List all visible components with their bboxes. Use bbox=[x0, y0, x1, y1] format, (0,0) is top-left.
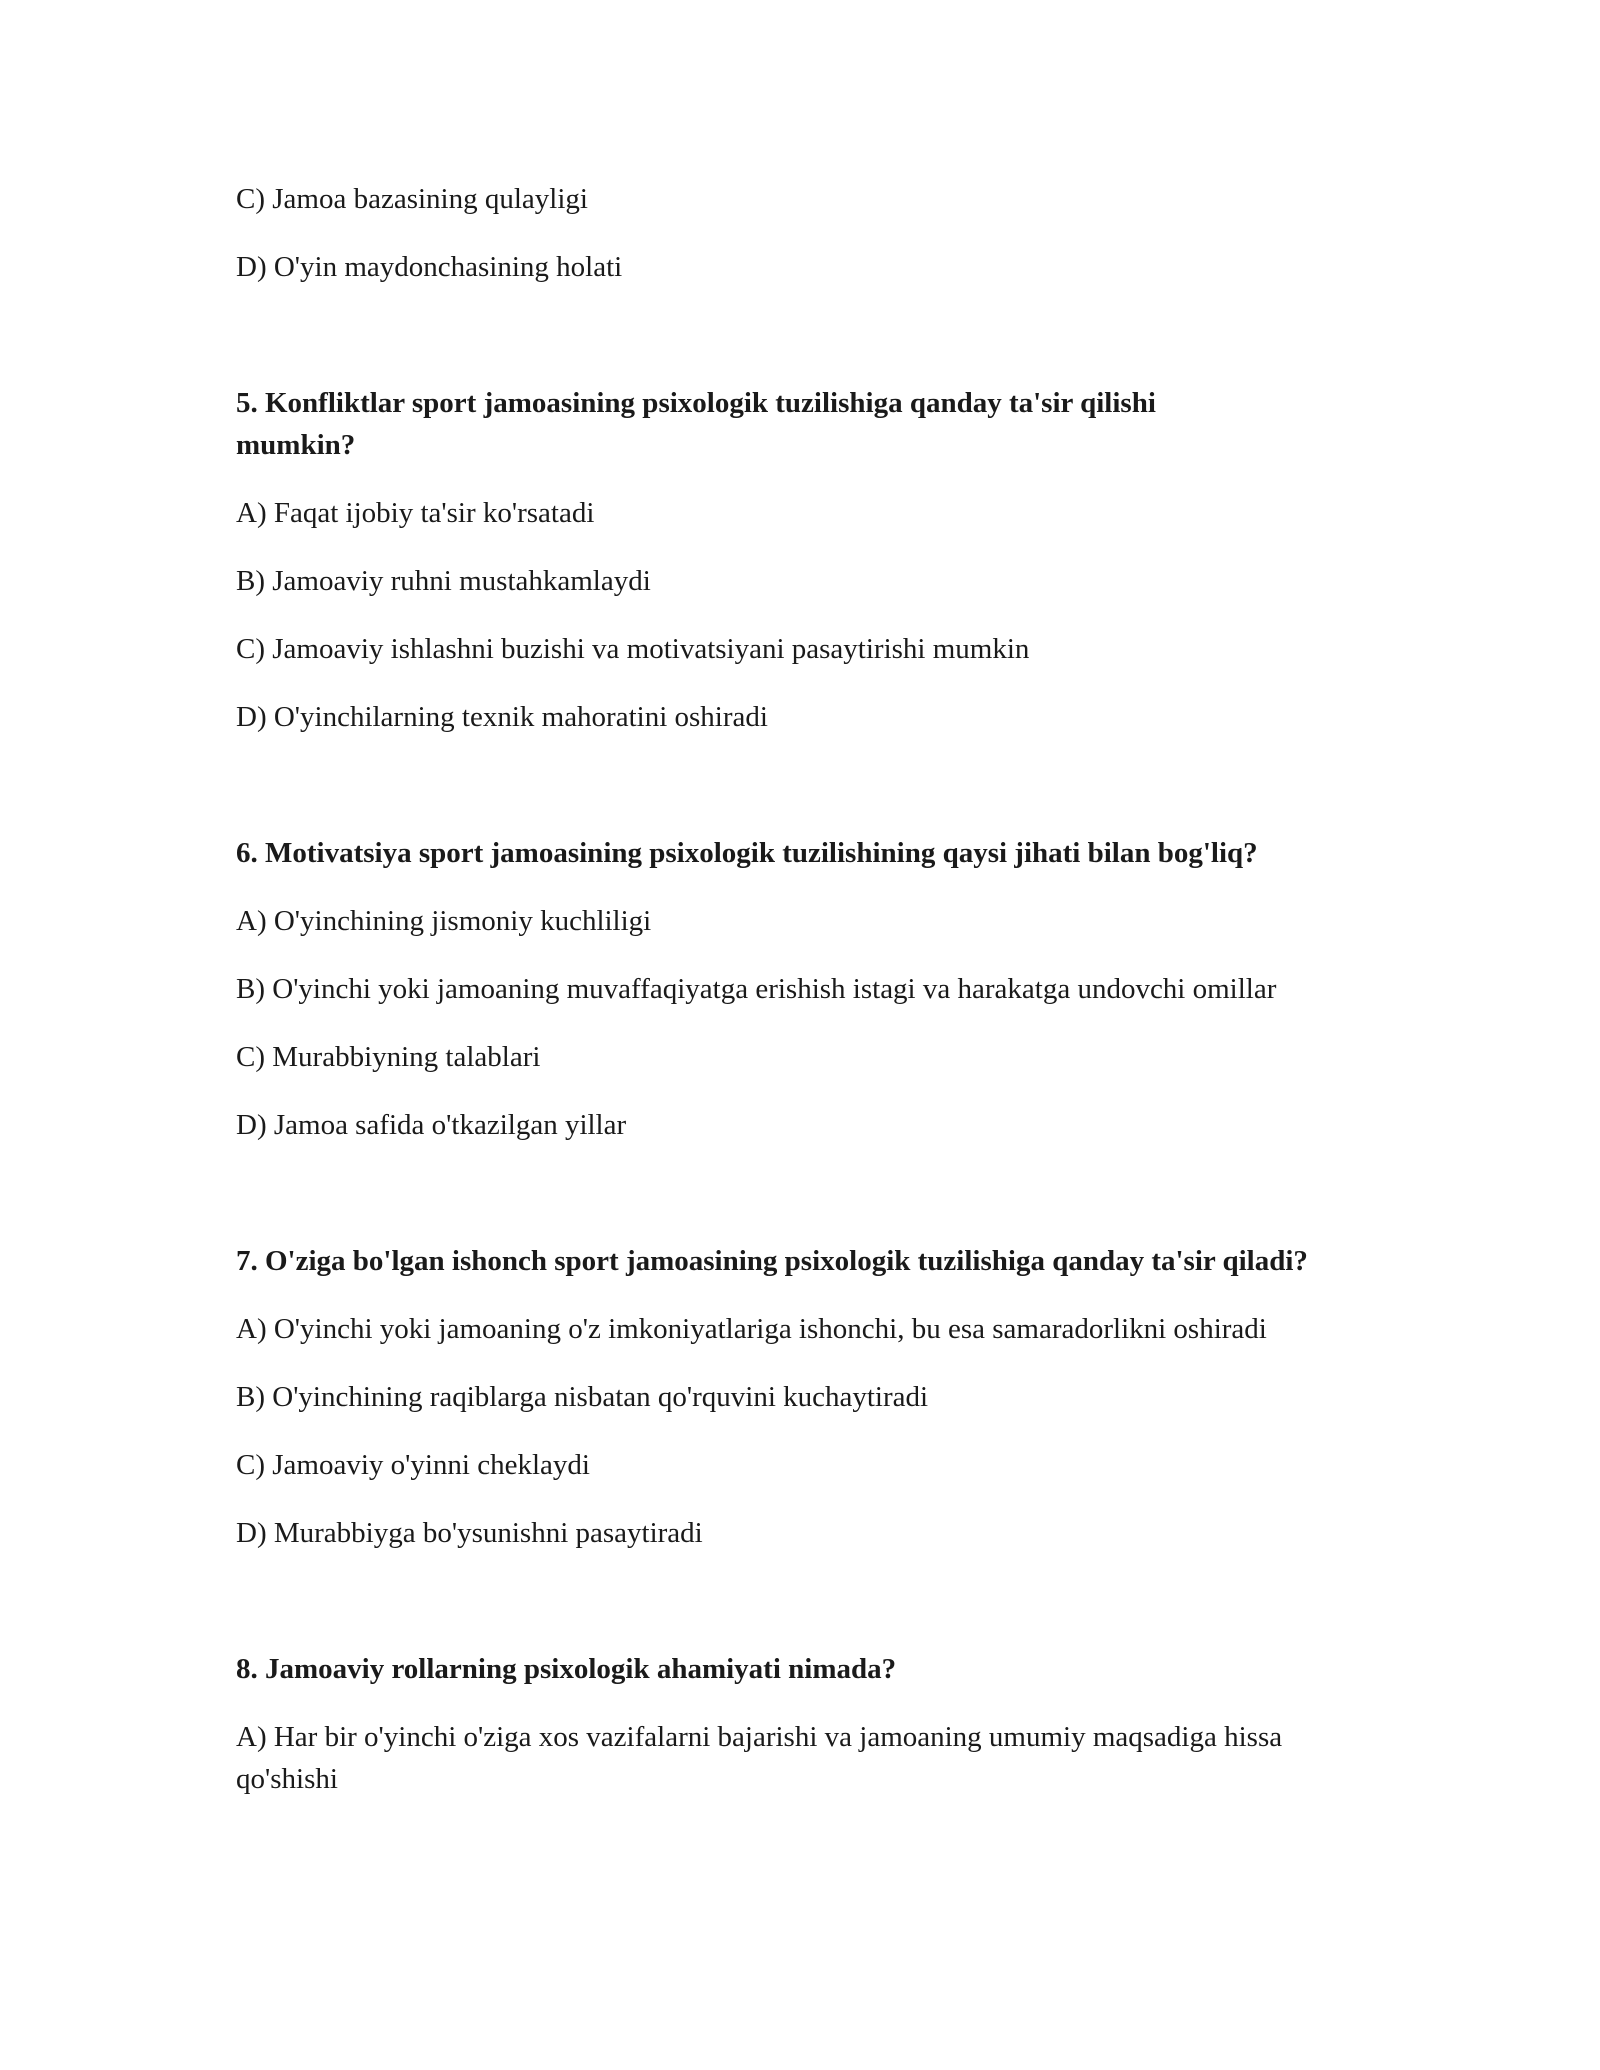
option-5a: A) Faqat ijobiy ta'sir ko'rsatadi bbox=[236, 497, 595, 529]
option-6a: A) O'yinchining jismoniy kuchliligi bbox=[236, 905, 652, 937]
question-6-title: 6. Motivatsiya sport jamoasining psixologik tuzilishining qaysi jihati bilan bog'liq? bbox=[236, 837, 1258, 869]
option-6c: C) Murabbiyning talablari bbox=[236, 1041, 541, 1073]
option-7b: B) O'yinchining raqiblarga nisbatan qo'rquvini kuchaytiradi bbox=[236, 1381, 929, 1413]
option-7a: A) O'yinchi yoki jamoaning o'z imkoniyatlariga ishonchi, bu esa samaradorlikni oshiradi bbox=[236, 1313, 1267, 1345]
option-7c: C) Jamoaviy o'yinni cheklaydi bbox=[236, 1449, 590, 1481]
question-5-title: 5. Konfliktlar sport jamoasining psixologik tuzilishiga qanday ta'sir qilishi mumkin? bbox=[236, 387, 1156, 461]
option-6d: D) Jamoa safida o'tkazilgan yillar bbox=[236, 1109, 627, 1141]
option-6b: B) O'yinchi yoki jamoaning muvaffaqiyatga erishish istagi va harakatga undovchi omillar bbox=[236, 973, 1277, 1005]
document-page bbox=[236, 178, 1386, 1800]
question-7-title: 7. O'ziga bo'lgan ishonch sport jamoasining psixologik tuzilishiga qanday ta'sir qiladi? bbox=[236, 1245, 1308, 1277]
question-8-title: 8. Jamoaviy rollarning psixologik ahamiyati nimada? bbox=[236, 1653, 897, 1685]
option-5c: C) Jamoaviy ishlashni buzishi va motivatsiyani pasaytirishi mumkin bbox=[236, 633, 1030, 665]
option-7d: D) Murabbiyga bo'ysunishni pasaytiradi bbox=[236, 1517, 703, 1549]
option-5d: D) O'yinchilarning texnik mahoratini oshiradi bbox=[236, 701, 768, 733]
option-8a: A) Har bir o'yinchi o'ziga xos vazifalarni bajarishi va jamoaning umumiy maqsadiga hissa qo'shishi bbox=[236, 1721, 1283, 1795]
option-4c: C) Jamoa bazasining qulayligi bbox=[236, 183, 588, 215]
option-4d: D) O'yin maydonchasining holati bbox=[236, 251, 623, 283]
option-5b: B) Jamoaviy ruhni mustahkamlaydi bbox=[236, 565, 651, 597]
